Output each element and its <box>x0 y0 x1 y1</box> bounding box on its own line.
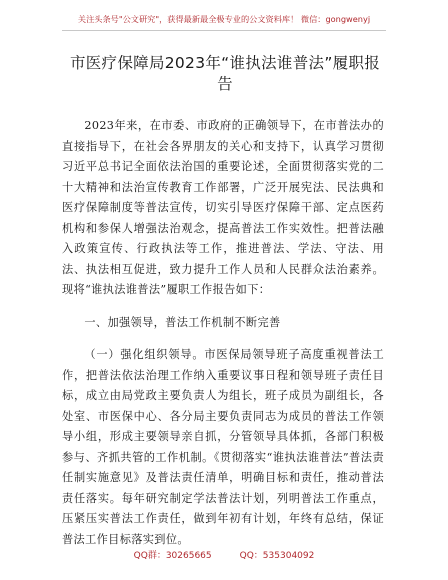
body-paragraph: （一）强化组织领导。市医保局领导班子高度重视普法工作，把普法依法治理工作纳入重要议事日程和领导班子责任目标，成立由局党政主要负责人为组长，班子成员为副组长，各处室、市医保中心、各分局主要负责同志为成员的普法工作领导小组，形成主要领导亲自抓，分管领导具体抓，各部门积极参与、齐抓共管的工作机制。《贯彻落实“谁执法谁普法”普法责任制实施意见》及普法责任清单，明确目标和责任，推动普法责任落实。每年研究制定学法普法计划，列明普法工作重点，压紧压实普法工作责任，做到年初有计划，年终有总结，保证普法工作目标落实到位。 <box>62 348 384 546</box>
footer-contact <box>0 548 448 561</box>
document-body <box>62 116 384 550</box>
footer-qq: QQ：535304092 <box>239 551 315 561</box>
document-title: 市医疗保障局2023年“谁执法谁普法”履职报告 <box>69 54 381 93</box>
header-divider <box>62 30 386 31</box>
footer-qq-group: QQ群：30265665 <box>133 551 212 561</box>
intro-paragraph: 2023年来，在市委、市政府的正确领导下，在市普法办的直接指导下，在社会各界朋友的关心和支持下，认真学习贯彻习近平总书记全面依法治国的重要论述，全面贯彻落实党的二十大精神和法治宣传教育工作部署，广泛开展宪法、民法典和医疗保障制度等普法宣传，切实引导医疗保障干部、定点医药机构和参保人增强法治观念，提高普法工作实效性。把普法融入政策宣传、行政执法等工作，推进普法、学法、守法、用法、执法相互促进，致力提升工作人员和人民群众法治素养。现将“谁执法谁普法”履职工作报告如下： <box>62 119 384 296</box>
section-heading: 一、加强领导，普法工作机制不断完善 <box>84 315 281 329</box>
header-banner: 关注头条号"公文研究"，获得最新最全极专业的公文资料库！ 微信：gongwenyj <box>77 14 371 24</box>
